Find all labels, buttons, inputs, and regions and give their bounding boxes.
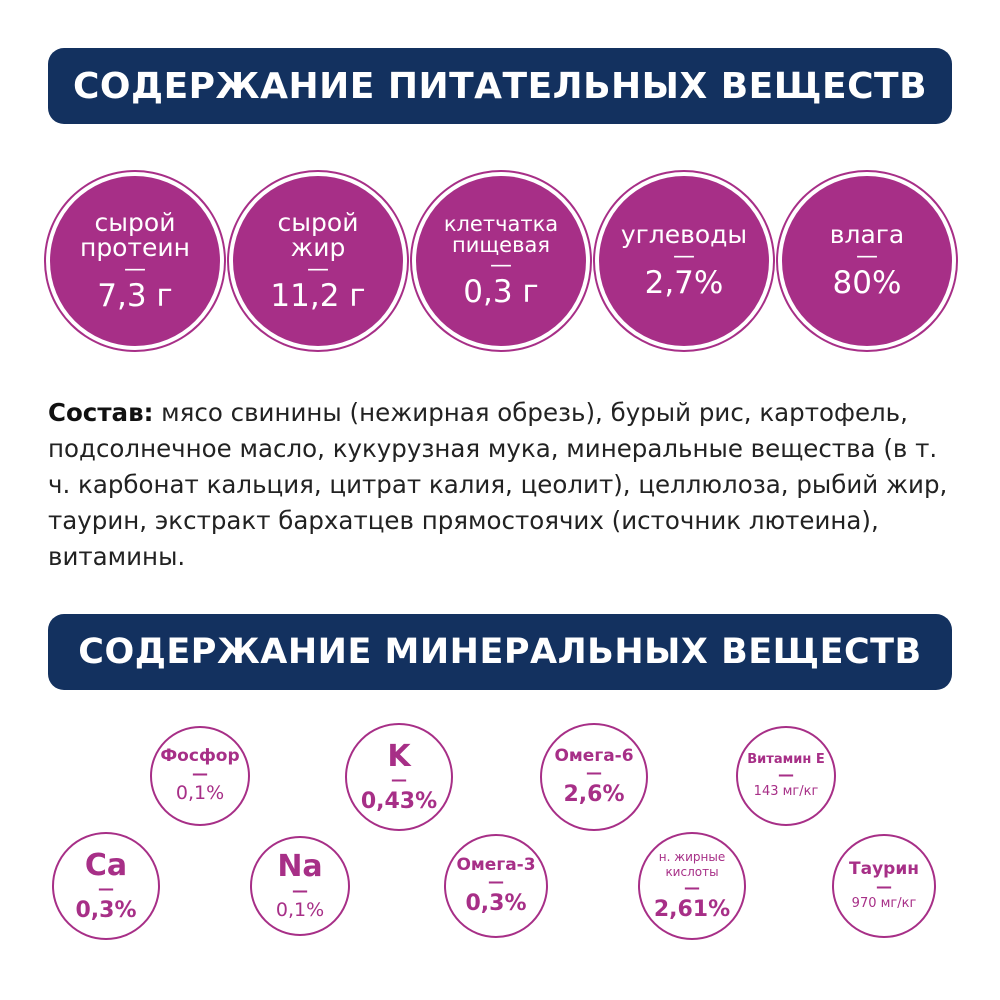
- nutrient-moisture: [782, 176, 952, 346]
- mineral-potassium: [345, 723, 453, 831]
- minerals-banner: [48, 614, 952, 690]
- nutrient-value: 0,3 г: [463, 273, 539, 310]
- minerals-title: СОДЕРЖАНИЕ МИНЕРАЛЬНЫХ ВЕЩЕСТВ: [78, 632, 922, 672]
- mineral-phosphorus: [150, 726, 250, 826]
- nutrient-fiber: [416, 176, 586, 346]
- dash: —: [684, 878, 700, 898]
- dash: —: [98, 879, 114, 899]
- dash: —: [778, 765, 794, 784]
- nutrient-protein: [50, 176, 220, 346]
- nutrient-label: протеин: [79, 233, 191, 263]
- nutrient-label: жир: [290, 233, 346, 263]
- composition-text: [48, 395, 958, 575]
- mineral-label: Таурин: [849, 859, 919, 880]
- nutrient-label: сырой: [94, 207, 176, 237]
- dash: —: [292, 880, 308, 900]
- dash: —: [876, 877, 892, 897]
- dash: —: [391, 770, 407, 790]
- nutrient-label: сырой: [277, 207, 359, 237]
- mineral-value: 0,1%: [275, 898, 325, 921]
- nutrient-label: пищевая: [452, 233, 550, 258]
- mineral-sodium: [250, 836, 350, 936]
- mineral-omega3: [444, 834, 548, 938]
- dash: —: [490, 252, 512, 278]
- mineral-value: 2,61%: [653, 897, 731, 923]
- dash: —: [586, 763, 602, 783]
- mineral-value: 0,1%: [175, 781, 225, 804]
- dash: —: [856, 243, 878, 269]
- mineral-taurine: [832, 834, 936, 938]
- mineral-value: 0,3%: [465, 891, 527, 917]
- dash: —: [307, 256, 329, 282]
- mineral-value: 0,3%: [75, 898, 137, 924]
- nutrient-carbs: [599, 176, 769, 346]
- nutrients-banner: [48, 48, 952, 124]
- nutrient-value: 7,3 г: [97, 277, 173, 314]
- mineral-vitamin-e: [736, 726, 836, 826]
- nutrient-label: клетчатка: [443, 211, 559, 236]
- nutrient-value: 80%: [832, 264, 902, 301]
- mineral-value: 143 мг/кг: [753, 784, 819, 799]
- nutrient-label: влага: [829, 220, 905, 250]
- nutrients-title: СОДЕРЖАНИЕ ПИТАТЕЛЬНЫХ ВЕЩЕСТВ: [72, 65, 928, 107]
- mineral-omega6: [540, 723, 648, 831]
- nutrient-fat: [233, 176, 403, 346]
- mineral-calcium: [52, 832, 160, 940]
- composition-label: Состав:: [48, 398, 154, 427]
- composition-body: мясо свинины (нежирная обрезь), бурый рис, картофель, подсолнечное масло, кукурузная мука, минеральные вещества (в т. ч. карбонат кальция, цитрат калия, цеолит), целлюлоза, рыбий жир, таурин, экстракт бархатцев прямостоячих (источник лютеина), витамины.: [48, 398, 948, 571]
- mineral-label: Омега-3: [456, 854, 536, 875]
- mineral-label: Ca: [84, 847, 128, 883]
- nutrient-label: углеводы: [620, 220, 748, 250]
- mineral-label: Na: [277, 849, 323, 885]
- dash: —: [124, 256, 146, 282]
- dash: —: [673, 243, 695, 269]
- nutrient-value: 11,2 г: [270, 277, 366, 314]
- dash: —: [192, 763, 208, 783]
- mineral-label: K: [387, 738, 411, 774]
- mineral-label: Витамин Е: [747, 752, 825, 768]
- mineral-value: 0,43%: [360, 789, 438, 815]
- mineral-value: 970 мг/кг: [851, 896, 917, 912]
- mineral-label: Фосфор: [160, 746, 240, 767]
- nutrient-value: 2,7%: [644, 264, 724, 301]
- mineral-label: н. жирные: [658, 850, 726, 865]
- dash: —: [488, 872, 504, 892]
- mineral-value: 2,6%: [563, 782, 625, 808]
- mineral-fatty-acids: [638, 832, 746, 940]
- mineral-label: Омега-6: [554, 745, 634, 766]
- mineral-label: кислоты: [665, 865, 719, 880]
